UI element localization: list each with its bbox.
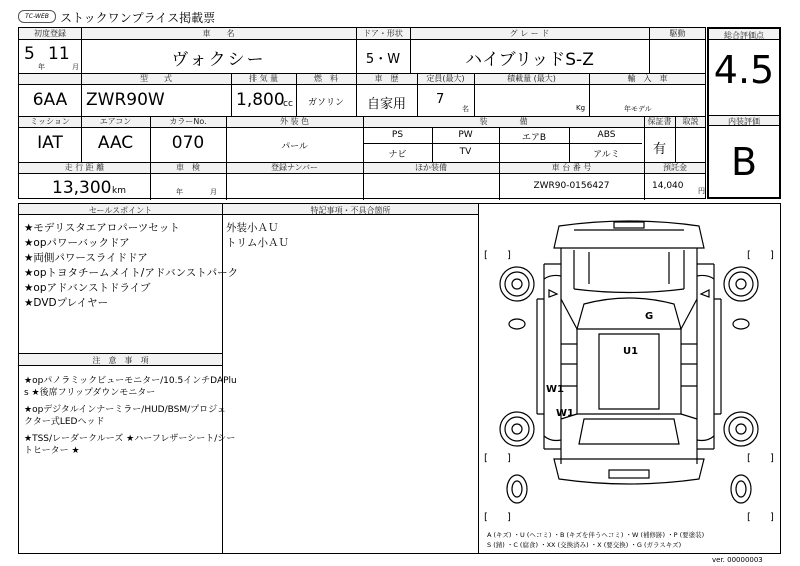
damage-mark-u1: U1 xyxy=(623,346,639,357)
fuel: ガソリン xyxy=(308,98,345,108)
equip-navi: ナビ xyxy=(388,150,407,160)
note-line: クター式LEDヘッド xyxy=(24,417,105,427)
chassis-number: ZWR90-0156427 xyxy=(533,181,610,191)
remarks-label: 特記事項・不具合箇所 xyxy=(310,206,391,215)
equip-pw: PW xyxy=(458,130,473,140)
remarks-list xyxy=(226,221,289,251)
car-name-label: 車 名 xyxy=(202,29,235,38)
svg-text:]: ] xyxy=(770,512,774,523)
door-type: 5・W xyxy=(365,52,401,67)
sales-points-list xyxy=(24,221,238,311)
svg-text:]: ] xyxy=(770,250,774,261)
sales-point: ★opパワーバックドア xyxy=(24,237,130,249)
exterior-color: パール xyxy=(281,142,308,152)
capacity-unit: 名 xyxy=(462,105,469,113)
mileage: 13,300 xyxy=(52,178,112,198)
equip-abs: ABS xyxy=(597,130,616,140)
exterior-color-label: 外 装 色 xyxy=(279,117,310,126)
warranty: 有 xyxy=(652,142,666,157)
warranty-label: 保証書 xyxy=(647,117,672,126)
fuel-label: 燃 料 xyxy=(314,74,338,83)
overall-score-label: 総合評価点 xyxy=(724,31,764,40)
sales-point: ★両側パワースライドドア xyxy=(24,252,148,264)
damage-mark-g: G xyxy=(645,311,654,322)
color-no-label: カラーNo. xyxy=(169,117,207,126)
sales-point: ★モデリスタエアロパーツセット xyxy=(24,222,180,234)
svg-text:[: [ xyxy=(484,453,488,464)
grade: ハイブリッドS-Z xyxy=(465,50,594,70)
reg-number-label: 登録ナンバー xyxy=(270,163,319,172)
sales-point: ★opアドバンストドライブ xyxy=(24,282,151,294)
color-no: 070 xyxy=(171,133,205,153)
inspection-month: 月 xyxy=(210,188,217,196)
notes-label: 注 意 事 項 xyxy=(92,356,149,365)
load-label: 積載量 (最大) xyxy=(507,74,556,83)
version: ver. 00000003 xyxy=(712,556,763,564)
displacement-unit: cc xyxy=(283,99,293,109)
import-label: 輸 入 車 xyxy=(627,74,668,83)
grade-label: グ レ ー ド xyxy=(509,29,550,38)
svg-text:[: [ xyxy=(747,250,751,261)
svg-text:]: ] xyxy=(507,512,511,523)
svg-text:]: ] xyxy=(507,453,511,464)
reg-month-unit: 年 xyxy=(38,63,45,71)
other-equipment-label: ほか装備 xyxy=(415,163,447,172)
sales-points-label: セールスポイント xyxy=(88,206,153,215)
page-title: ストックワンプライス掲載票 xyxy=(60,11,216,25)
mileage-unit: km xyxy=(112,186,126,196)
model-prefix: 6AA xyxy=(32,90,68,110)
model-code: ZWR90W xyxy=(86,90,165,110)
mileage-label: 走 行 距 離 xyxy=(64,163,105,172)
logo: TC-WEB xyxy=(18,10,56,23)
first-reg-label: 初度登録 xyxy=(34,29,66,38)
recycle-label: 預託金 xyxy=(663,163,687,172)
equip-alumi: アルミ xyxy=(593,150,620,160)
import-note: 年モデル xyxy=(624,105,652,113)
mission-label: ミッション xyxy=(30,117,70,126)
svg-text:[: [ xyxy=(484,250,488,261)
car-name: ヴォクシー xyxy=(171,50,266,70)
svg-text:[: [ xyxy=(484,512,488,523)
load-unit: Kg xyxy=(576,104,586,112)
equip-airbag: エアB xyxy=(521,133,547,143)
aircon-label: エアコン xyxy=(99,117,132,126)
legend-line-1: A (キズ) ・U (ヘコミ) ・B (キズを伴うヘコミ) ・W (補修跡) ・P (要塗装) xyxy=(487,531,705,539)
car-damage-diagram xyxy=(479,204,780,524)
recycle-fee: 14,040 xyxy=(652,181,684,191)
overall-score: 4.5 xyxy=(713,48,775,92)
mission: IAT xyxy=(37,133,63,153)
remark: 外装小ＡＵ xyxy=(226,222,279,234)
displacement-label: 排 気 量 xyxy=(248,74,279,83)
equip-tv: TV xyxy=(459,147,472,157)
reg-day-unit: 月 xyxy=(72,63,79,71)
manual-label: 取説 xyxy=(682,117,699,126)
sales-point: ★opトヨタチームメイト/アドバンストパーク xyxy=(24,267,239,279)
drive-label: 駆動 xyxy=(669,29,686,38)
interior-score-label: 内装評価 xyxy=(728,117,760,126)
history-label: 車 歴 xyxy=(374,74,399,83)
equipment-label: 装 備 xyxy=(479,117,528,126)
aircon: AAC xyxy=(97,133,134,153)
history: 自家用 xyxy=(366,97,406,112)
model-label: 型 式 xyxy=(140,74,172,83)
capacity: 7 xyxy=(436,92,445,107)
note-line: s ★後席フリップダウンモニター xyxy=(24,388,156,398)
sales-point: ★DVDプレイヤー xyxy=(24,297,109,309)
damage-mark-w1: W1 xyxy=(546,384,564,395)
remark: トリム小ＡＵ xyxy=(226,237,289,249)
inspection-label: 車 検 xyxy=(176,163,200,172)
damage-mark-w1: W1 xyxy=(556,408,574,419)
equip-ps: PS xyxy=(391,130,404,140)
note-line: トヒーター ★ xyxy=(24,446,80,456)
chassis-label: 車 台 番 号 xyxy=(551,163,592,172)
notes-list xyxy=(24,375,237,457)
displacement: 1,800 xyxy=(236,90,285,110)
note-line: ★opデジタルインナーミラー/HUD/BSM/プロジェ xyxy=(24,405,226,415)
capacity-label: 定員(最大) xyxy=(426,74,465,83)
recycle-unit: 円 xyxy=(698,187,705,195)
legend-line-2: S (錆) ・C (腐食) ・XX (交換済み) ・X (要交換) ・G (ガラスキズ) xyxy=(487,541,682,549)
svg-text:[: [ xyxy=(747,512,751,523)
svg-text:]: ] xyxy=(507,250,511,261)
svg-text:[: [ xyxy=(747,453,751,464)
note-line: ★opパノラミックビューモニター/10.5インチDAPlu xyxy=(24,376,237,386)
reg-month: 5 xyxy=(24,44,35,64)
reg-day: 11 xyxy=(48,44,70,64)
inspection-year: 年 xyxy=(176,188,183,196)
door-label: ドア・形状 xyxy=(363,29,403,38)
interior-score: B xyxy=(730,140,758,184)
note-line: ★TSS/レーダークルーズ ★ハーフレザーシート/シー xyxy=(24,434,236,444)
svg-text:]: ] xyxy=(770,453,774,464)
